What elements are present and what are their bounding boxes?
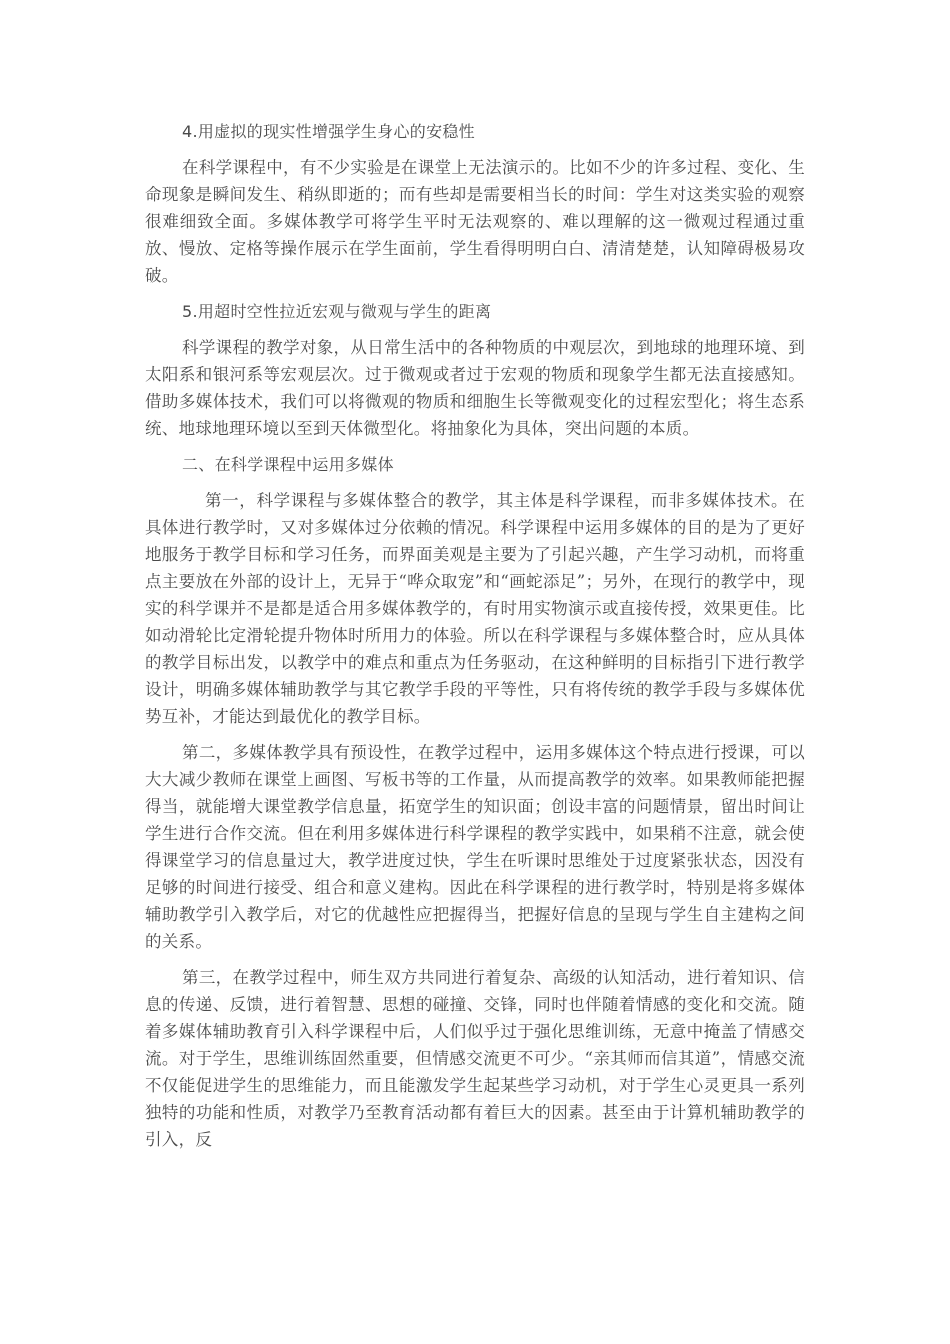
paragraph-first: 第一，科学课程与多媒体整合的教学，其主体是科学课程，而非多媒体技术。在具体进行教学时，又对多媒体过分依赖的情况。科学课程中运用多媒体的目的是为了更好地服务于教学目标和学习任务，而界面美观是主要为了引起兴趣，产生学习动机，而将重点主要放在外部的设计上，无异于“哗众取宠”和“画蛇添足”；另外，在现行的教学中，现实的科学课并不是都是适合用多媒体教学的，有时用实物演示或直接传授，效果更佳。比如动滑轮比定滑轮提升物体时所用力的体验。所以在科学课程与多媒体整合时，应从具体的教学目标出发，以教学中的难点和重点为任务驱动，在这种鲜明的目标指引下进行教学设计，明确多媒体辅助教学与其它教学手段的平等性，只有将传统的教学手段与多媒体优势互补，才能达到最优化的教学目标。 bbox=[145, 491, 805, 726]
paragraph-4: 在科学课程中，有不少实验是在课堂上无法演示的。比如不少的许多过程、变化、生命现象是瞬间发生、稍纵即逝的；而有些却是需要相当长的时间：学生对这类实验的观察很难细致全面。多媒体教学可将学生平时无法观察的、难以理解的这一微观过程通过重放、慢放、定格等操作展示在学生面前，学生看得明明白白、清清楚楚，认知障碍极易攻破。 bbox=[145, 158, 805, 285]
document-page bbox=[145, 118, 805, 1162]
heading-5: 5.用超时空性拉近宏观与微观与学生的距离 bbox=[182, 302, 492, 321]
section-heading-2: 二、在科学课程中运用多媒体 bbox=[182, 455, 394, 474]
paragraph-third: 第三，在教学过程中，师生双方共同进行着复杂、高级的认知活动，进行着知识、信息的传递、反馈，进行着智慧、思想的碰撞、交锋，同时也伴随着情感的变化和交流。随着多媒体辅助教育引入科学课程中后，人们似乎过于强化思维训练，无意中掩盖了情感交流。对于学生，思维训练固然重要，但情感交流更不可少。“亲其师而信其道”，情感交流不仅能促进学生的思维能力，而且能激发学生起某些学习动机，对于学生心灵更具一系列独特的功能和性质，对教学乃至教育活动都有着巨大的因素。甚至由于计算机辅助教学的引入，反 bbox=[145, 968, 805, 1149]
paragraph-5: 科学课程的教学对象，从日常生活中的各种物质的中观层次，到地球的地理环境、到太阳系和银河系等宏观层次。过于微观或者过于宏观的物质和现象学生都无法直接感知。借助多媒体技术，我们可以将微观的物质和细胞生长等微观变化的过程宏型化；将生态系统、地球地理环境以至到天体微型化。将抽象化为具体，突出问题的本质。 bbox=[145, 338, 805, 438]
heading-4: 4.用虚拟的现实性增强学生身心的安稳性 bbox=[182, 122, 475, 141]
paragraph-second: 第二，多媒体教学具有预设性，在教学过程中，运用多媒体这个特点进行授课，可以大大减少教师在课堂上画图、写板书等的工作量，从而提高教学的效率。如果教师能把握得当，就能增大课堂教学信息量，拓宽学生的知识面；创设丰富的问题情景，留出时间让学生进行合作交流。但在利用多媒体进行科学课程的教学实践中，如果稍不注意，就会使得课堂学习的信息量过大，教学进度过快，学生在听课时思维处于过度紧张状态，因没有足够的时间进行接受、组合和意义建构。因此在科学课程的进行教学时，特别是将多媒体辅助教学引入教学后，对它的优越性应把握得当，把握好信息的呈现与学生自主建构之间的关系。 bbox=[145, 743, 805, 951]
